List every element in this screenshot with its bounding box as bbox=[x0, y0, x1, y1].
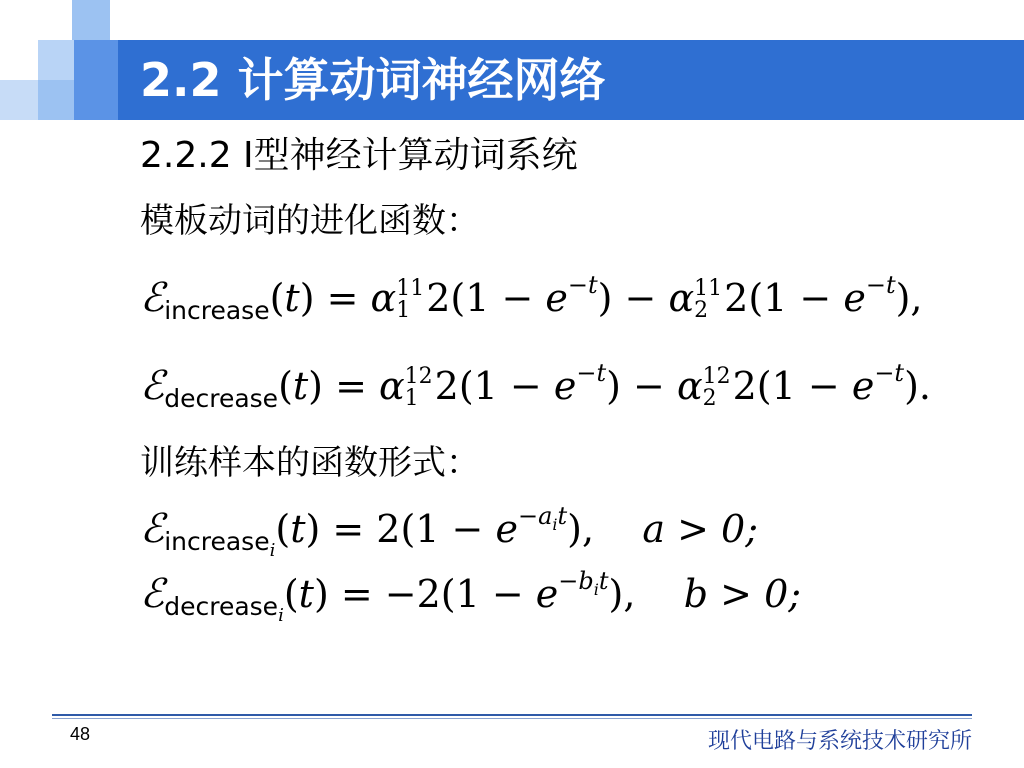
template-heading: 模板动词的进化函数： bbox=[140, 201, 480, 241]
deco-square-2 bbox=[38, 40, 74, 80]
deco-square-1 bbox=[72, 0, 110, 40]
training-heading: 训练样本的函数形式： bbox=[140, 443, 480, 483]
footer-divider-thin bbox=[52, 718, 972, 719]
deco-square-6 bbox=[74, 80, 118, 120]
formula-decrease-i: ℰ$_{decrease_i}$(t) = $-2(1 - e^{-b_it})$, b > 0; bbox=[140, 567, 802, 626]
formula-decrease-i-subscript: decrease bbox=[164, 592, 279, 621]
deco-square-5 bbox=[38, 80, 74, 120]
formula-increase-i: ℰ$_{increase_i}$(t) = $2(1 - e^{-a_it})$, a > 0; bbox=[140, 502, 759, 561]
deco-square-3 bbox=[74, 40, 118, 80]
formula-decrease-subscript: decrease bbox=[164, 384, 279, 413]
formula-increase: ℰ$_{increase}$(t) = α 11 1 $2(1 - e^{-t}) - \alpha$ 11 2 $2(1 - e^{-t})$, bbox=[140, 271, 923, 325]
footer-divider bbox=[52, 714, 972, 716]
institute-name: 现代电路与系统技术研究所 bbox=[707, 729, 972, 754]
deco-square-4 bbox=[0, 80, 38, 120]
slide-title: 2.2 计算动词神经网络 bbox=[140, 53, 606, 107]
condition-a: a > 0; bbox=[642, 507, 759, 551]
slide-subtitle: 2.2.2 I型神经计算动词系统 bbox=[140, 135, 578, 176]
condition-b: b > 0; bbox=[683, 572, 802, 616]
page-number: 48 bbox=[70, 724, 91, 744]
formula-increase-subscript: increase bbox=[164, 296, 270, 325]
formula-decrease: ℰ$_{decrease}$(t) = α 12 1 $2(1 - e^{-t}) - \alpha$ 12 2 $2(1 - e^{-t})$. bbox=[140, 359, 931, 413]
formula-increase-i-subscript: increase bbox=[164, 527, 270, 556]
